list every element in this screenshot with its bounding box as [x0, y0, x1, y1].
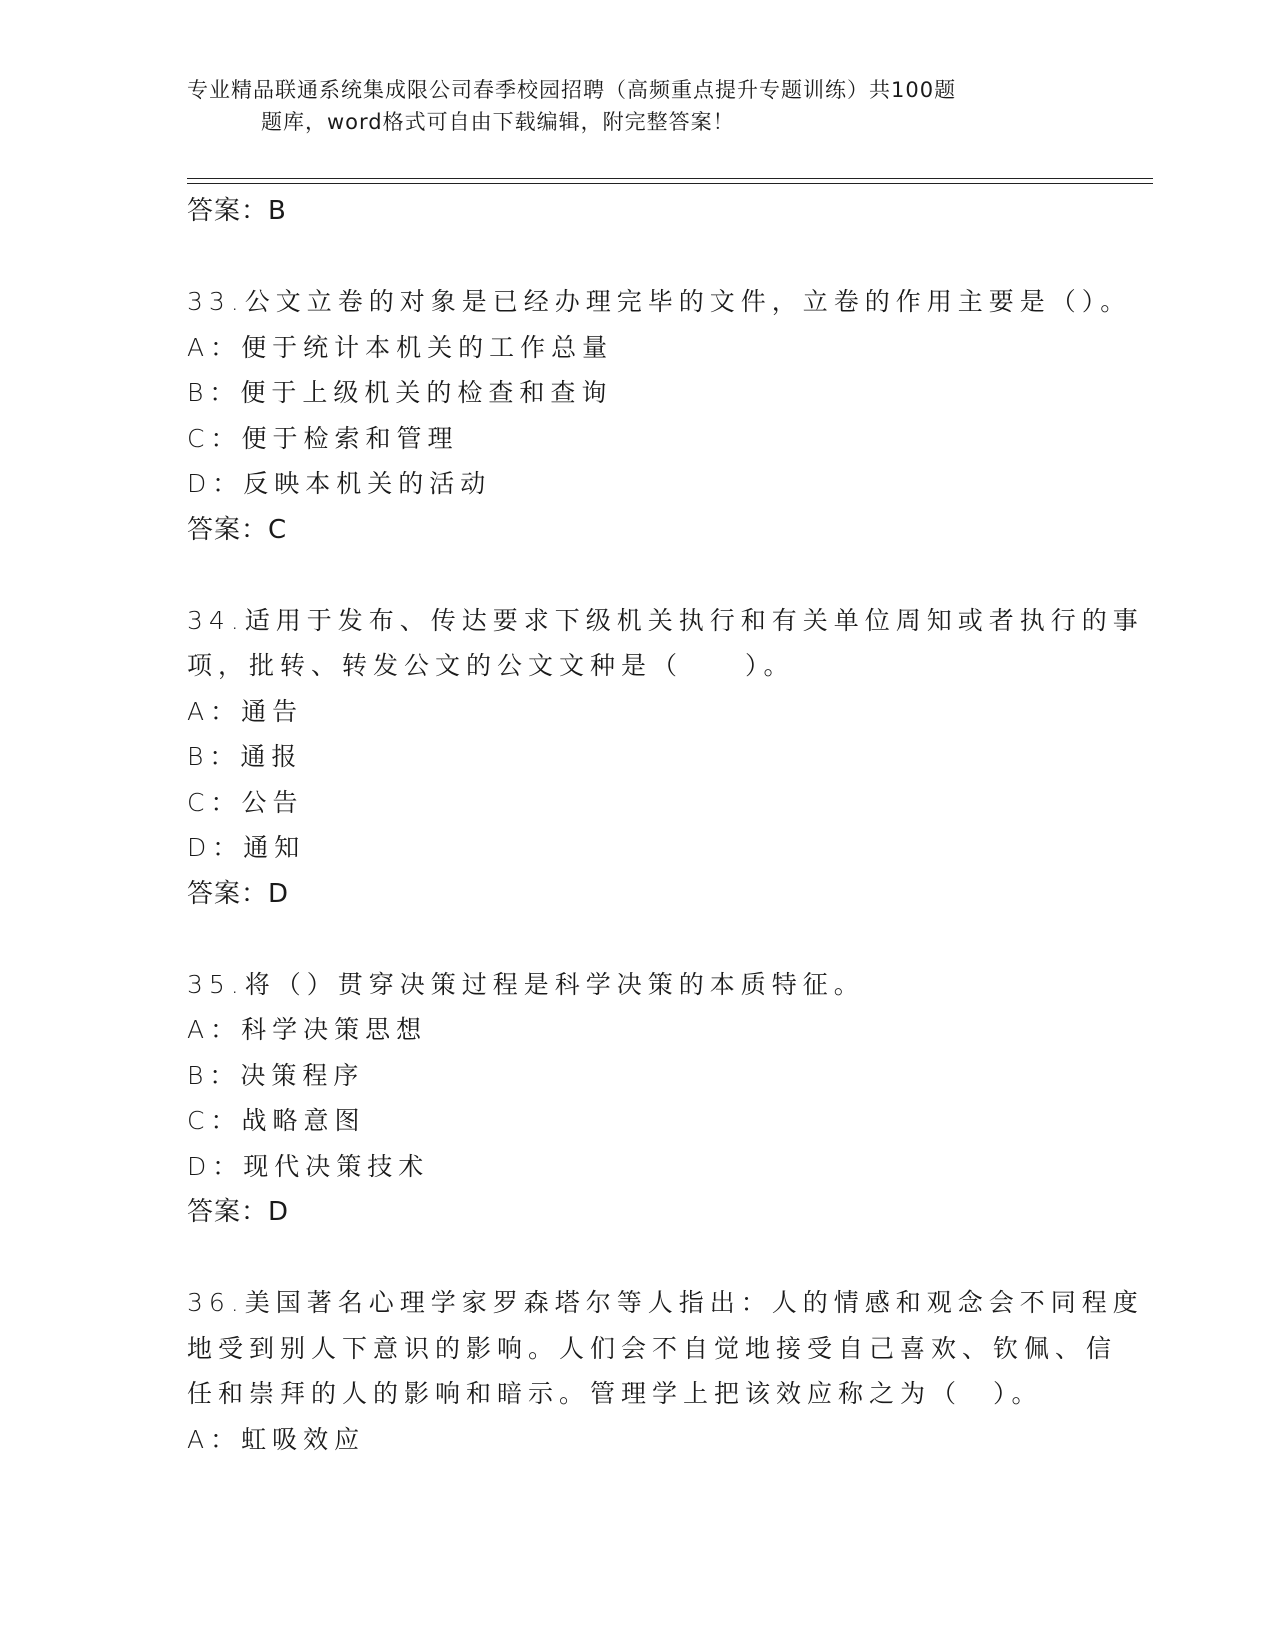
- header-line-1: 专业精品联通系统集成限公司春季校园招聘（高频重点提升专题训练）共100题: [187, 78, 957, 102]
- answer-line: 答案：D: [187, 878, 290, 909]
- question-stem: [187, 1280, 1144, 1417]
- option-b: B：通报: [187, 742, 303, 771]
- option-d: D：通知: [187, 833, 306, 862]
- question-stem-line: 33.公文立卷的对象是已经办理完毕的文件，立卷的作用主要是（）。: [187, 287, 1132, 316]
- document-header: [187, 74, 1067, 138]
- question-stem-line: 36.美国著名心理学家罗森塔尔等人指出：人的情感和观念会不同程度: [187, 1288, 1144, 1317]
- question-block: [187, 1280, 1144, 1462]
- question-stem-line: 34.适用于发布、传达要求下级机关执行和有关单位周知或者执行的事: [187, 605, 1144, 635]
- spacer: [187, 917, 1087, 962]
- question-stem-line: 项，批转、转发公文的公文文种是（ ）。: [187, 651, 795, 680]
- option-a: A：便于统计本机关的工作总量: [187, 332, 614, 362]
- question-stem-line: 任和崇拜的人的影响和暗示。管理学上把该效应称之为（ ）。: [187, 1379, 1043, 1408]
- answer-line: 答案：D: [187, 1197, 290, 1227]
- header-rule-bottom: [187, 183, 1153, 184]
- spacer: [187, 1235, 1087, 1280]
- option-a: A：虹吸效应: [187, 1424, 366, 1454]
- question-block: [187, 598, 1144, 917]
- question-block: [187, 279, 1132, 553]
- header-rule-top: [187, 178, 1153, 179]
- spacer: [187, 553, 1087, 598]
- answer-line: 答案：C: [187, 514, 288, 545]
- question-stem: [187, 598, 1144, 689]
- spacer: [187, 234, 1087, 279]
- question-stem: [187, 279, 1132, 325]
- option-c: C：公告: [187, 787, 304, 817]
- question-stem: [187, 962, 1087, 1008]
- question-stem-line: 地受到别人下意识的影响。人们会不自觉地接受自己喜欢、钦佩、信: [187, 1333, 1118, 1363]
- option-d: D：现代决策技术: [187, 1151, 430, 1181]
- question-block: [187, 962, 1087, 1236]
- option-a: A：通告: [187, 696, 304, 726]
- question-stem-line: 35.将（）贯穿决策过程是科学决策的本质特征。: [187, 969, 865, 999]
- document-body: [187, 188, 1144, 1462]
- option-c: C：战略意图: [187, 1106, 366, 1135]
- option-a: A：科学决策思想: [187, 1015, 428, 1044]
- option-d: D：反映本机关的活动: [187, 469, 492, 498]
- option-c: C：便于检索和管理: [187, 423, 459, 453]
- option-b: B：便于上级机关的检查和查询: [187, 378, 613, 407]
- answer-line: 答案：B: [187, 196, 287, 226]
- header-line-2: 题库，word格式可自由下载编辑，附完整答案！: [261, 110, 735, 134]
- option-b: B：决策程序: [187, 1060, 365, 1090]
